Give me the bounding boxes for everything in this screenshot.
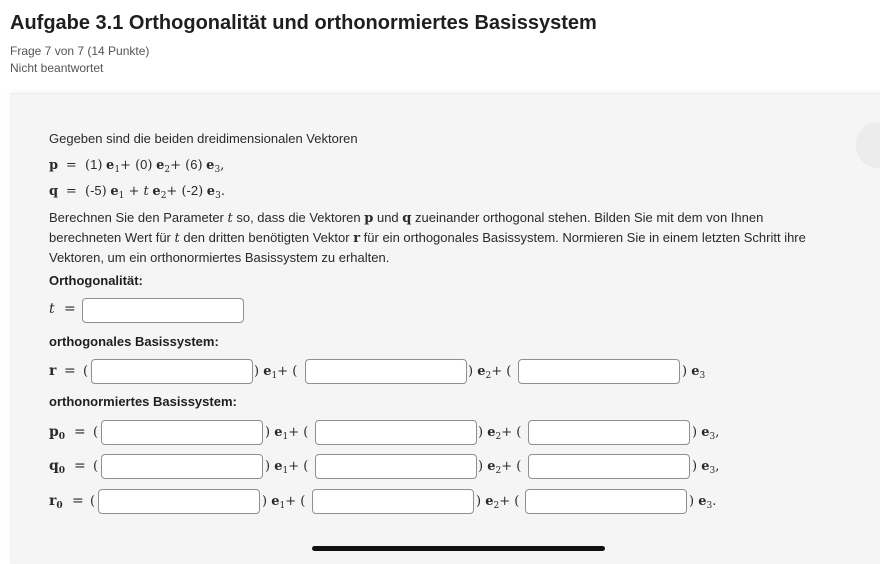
q0-component-2-input[interactable] bbox=[315, 454, 477, 479]
e1-term: ) $e_1+$ ( bbox=[265, 425, 309, 442]
q0-component-3-input[interactable] bbox=[528, 454, 690, 479]
e3-term: ) $e_3$, bbox=[692, 459, 720, 476]
r0-component-1-input[interactable] bbox=[98, 489, 260, 514]
answer-status: Nicht beantwortet bbox=[10, 61, 104, 75]
equals-sign: = bbox=[74, 424, 86, 440]
section-orthogonality: Orthogonalität: bbox=[49, 273, 143, 288]
open-paren: ( bbox=[83, 364, 89, 379]
label-t: t bbox=[49, 301, 55, 317]
r-component-3-input[interactable] bbox=[518, 359, 680, 384]
p0-component-1-input[interactable] bbox=[101, 420, 263, 445]
equals-sign: = bbox=[64, 301, 76, 317]
intro-text: Gegeben sind die beiden dreidimensionalen Vektoren bbox=[49, 131, 358, 146]
vector-q-definition: q = (-5) $e_1 + t$ $e_2+ (-2)$ $e_3$. bbox=[49, 183, 225, 201]
e2-term: ) $e_2+$ ( bbox=[476, 494, 520, 511]
e3-term: ) $e_3$ bbox=[682, 364, 706, 381]
vector-p-definition: p = (1) $e_1+ (0)$ $e_2+ (6)$ $e_3$, bbox=[49, 157, 225, 175]
e3-term: ) $e_3$, bbox=[692, 425, 720, 442]
e2-term: ) $e_2+$ ( bbox=[468, 364, 512, 381]
r-component-1-input[interactable] bbox=[91, 359, 253, 384]
e1-term: ) $e_1+$ ( bbox=[262, 494, 306, 511]
p0-component-2-input[interactable] bbox=[315, 420, 477, 445]
r-component-2-input[interactable] bbox=[305, 359, 467, 384]
label-p0: $p_0$ bbox=[49, 424, 66, 442]
equals-sign: = bbox=[64, 363, 76, 379]
task-description: Berechnen Sie den Parameter t so, dass die Vektoren p und q zueinander orthogonal stehen. Bilden Sie mit dem von Ihnen berechneten Wert für t den dritten benötigten Vektor r für ein orthogonales Basissystem. Normieren Sie in einem letzten Schritt ihre Vektoren, um ein orthonormiertes Basissystem zu erhalten. bbox=[49, 210, 806, 265]
open-paren: ( bbox=[90, 494, 96, 509]
t-input[interactable] bbox=[82, 298, 244, 323]
label-r0: $r_0$ bbox=[49, 493, 63, 511]
open-paren: ( bbox=[93, 425, 99, 440]
e3-term: ) $e_3$. bbox=[689, 494, 717, 511]
section-orthogonal-basis: orthogonales Basissystem: bbox=[49, 334, 219, 349]
label-q0: $q_0$ bbox=[49, 458, 66, 476]
r0-component-2-input[interactable] bbox=[312, 489, 474, 514]
label-r: r bbox=[49, 363, 57, 379]
e2-term: ) $e_2+$ ( bbox=[478, 425, 522, 442]
e1-term: ) $e_1+$ ( bbox=[265, 459, 309, 476]
p0-component-3-input[interactable] bbox=[528, 420, 690, 445]
home-indicator[interactable] bbox=[312, 546, 605, 551]
equals-sign: = bbox=[72, 493, 84, 509]
q0-component-1-input[interactable] bbox=[101, 454, 263, 479]
section-orthonormal-basis: orthonormiertes Basissystem: bbox=[49, 394, 237, 409]
e1-term: ) $e_1+$ ( bbox=[254, 364, 298, 381]
e2-term: ) $e_2+$ ( bbox=[478, 459, 522, 476]
open-paren: ( bbox=[93, 459, 99, 474]
r0-component-3-input[interactable] bbox=[525, 489, 687, 514]
equals-sign: = bbox=[74, 458, 86, 474]
page-title: Aufgabe 3.1 Orthogonalität und orthonormiertes Basissystem bbox=[10, 12, 597, 34]
question-info: Frage 7 von 7 (14 Punkte) bbox=[10, 44, 150, 58]
